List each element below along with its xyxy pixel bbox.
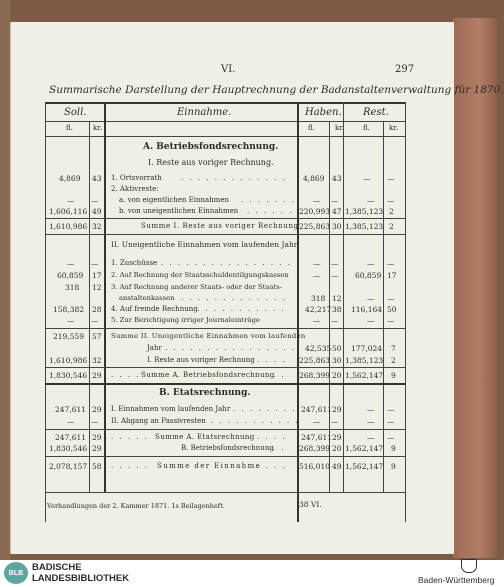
cell-rest-kr: 17 bbox=[387, 271, 397, 280]
column-header-einnahme: Einnahme. bbox=[177, 107, 232, 118]
cell-soll-kr: 32 bbox=[92, 222, 102, 231]
cell-rest: — bbox=[367, 433, 375, 442]
cell-rest-kr: 50 bbox=[387, 305, 397, 314]
book-edge bbox=[0, 0, 10, 560]
col-rule bbox=[297, 102, 299, 522]
cell-label: b. von uneigentlichen Einnahmen bbox=[119, 207, 239, 215]
cell-haben-kr: — bbox=[331, 417, 339, 426]
cell-soll: 247,611 bbox=[55, 433, 87, 442]
unit-haben-fl: fl. bbox=[308, 124, 315, 132]
cell-haben: 4,869 bbox=[303, 174, 325, 183]
cell-rest: — bbox=[367, 259, 375, 268]
cell-soll-kr: 29 bbox=[92, 371, 102, 380]
document-page bbox=[10, 22, 504, 554]
cell-haben: 318 bbox=[311, 294, 326, 303]
cell-haben: 225,863 bbox=[299, 222, 331, 231]
cell-rest-kr: 2 bbox=[389, 222, 394, 231]
cell-soll-kr: 12 bbox=[92, 283, 102, 292]
cell-label-cont: anstaltenkassen bbox=[119, 294, 175, 302]
cell-soll: 219,559 bbox=[53, 332, 85, 341]
cell-rest-kr: 9 bbox=[391, 371, 396, 380]
cell-rest-kr: — bbox=[387, 294, 395, 303]
cell-haben: 42,217 bbox=[305, 305, 332, 314]
cell-haben: — bbox=[313, 316, 321, 325]
cell-soll: — bbox=[67, 417, 75, 426]
cell-haben-kr: 38 bbox=[332, 305, 342, 314]
cell-rest-kr: 7 bbox=[391, 344, 396, 353]
leader-dots: . . bbox=[273, 444, 286, 452]
cell-rest: 1,562,147 bbox=[345, 444, 384, 453]
row-rule bbox=[45, 328, 405, 329]
col-rule bbox=[104, 102, 106, 492]
cell-soll-kr: 43 bbox=[92, 174, 102, 183]
cell-label: 1. Zuschüsse bbox=[111, 259, 158, 267]
section-heading-b: B. Etatsrechnung. bbox=[159, 388, 251, 398]
cell-haben: 247,611 bbox=[301, 405, 333, 414]
leader-dots: . . . . . . . . . . . bbox=[211, 417, 300, 425]
col-rule bbox=[405, 102, 406, 522]
cell-rest-kr: — bbox=[387, 417, 395, 426]
col-rule bbox=[89, 121, 90, 492]
cell-rest: — bbox=[367, 316, 375, 325]
cell-haben: — bbox=[313, 259, 321, 268]
cell-rest: 1,385,123 bbox=[345, 222, 384, 231]
row-rule bbox=[45, 429, 405, 430]
subsection-heading-2: II. Uneigentliche Einnahmen vom laufenden Jahr. bbox=[111, 240, 299, 249]
col-rule bbox=[45, 102, 46, 522]
cell-haben-kr: 30 bbox=[332, 356, 342, 365]
cell-haben-kr: 29 bbox=[332, 405, 342, 414]
leader-dots: . . . . . . . . bbox=[233, 405, 297, 413]
unit-soll-kr: kr. bbox=[93, 124, 103, 132]
cell-haben: 247,611 bbox=[301, 433, 333, 442]
cell-soll-kr: 29 bbox=[92, 433, 102, 442]
unit-rest-kr: kr. bbox=[389, 124, 399, 132]
cell-rest-kr: — bbox=[387, 316, 395, 325]
blb-logo[interactable]: BLB bbox=[4, 562, 28, 584]
cell-soll: 318 bbox=[65, 283, 80, 292]
cell-label: B. Betriebsfondsrechnung bbox=[181, 444, 274, 452]
cell-rest: — bbox=[367, 417, 375, 426]
cell-haben: — bbox=[313, 271, 321, 280]
col-rule bbox=[383, 121, 384, 492]
page-title: Summarische Darstellung der Hauptrechnung der Badanstaltenverwaltung für 1870. bbox=[49, 84, 504, 96]
cell-haben-kr: — bbox=[331, 259, 339, 268]
cell-rest-kr: — bbox=[387, 174, 395, 183]
cell-soll: — bbox=[67, 316, 75, 325]
cell-label: Summe I. Reste aus voriger Rechnung bbox=[141, 222, 299, 230]
unit-haben-kr: kr. bbox=[335, 124, 345, 132]
footer-mark: 38 VI. bbox=[299, 500, 322, 509]
cell-soll: 1,606,116 bbox=[49, 207, 88, 216]
row-rule bbox=[45, 456, 405, 457]
cell-label: Summe A. Etatsrechnung bbox=[155, 433, 255, 441]
column-header-haben: Haben. bbox=[305, 107, 342, 118]
cell-rest: — bbox=[367, 294, 375, 303]
page-number: 297 bbox=[395, 64, 415, 75]
cell-haben-kr: 12 bbox=[332, 294, 342, 303]
cell-soll-kr: 58 bbox=[92, 462, 102, 471]
cell-soll-kr: 32 bbox=[92, 356, 102, 365]
book-cover-edge bbox=[453, 18, 497, 558]
cell-soll-kr: 57 bbox=[92, 332, 102, 341]
cell-soll: — bbox=[67, 196, 75, 205]
cell-rest: — bbox=[367, 405, 375, 414]
cell-soll-kr: — bbox=[91, 259, 99, 268]
cell-rest: — bbox=[367, 196, 375, 205]
header-rule bbox=[45, 121, 405, 122]
cell-soll-kr: — bbox=[91, 316, 99, 325]
library-name[interactable]: BADISCHE LANDESBIBLIOTHEK bbox=[32, 562, 130, 584]
cell-soll: 1,610,986 bbox=[49, 356, 88, 365]
state-name: Baden-Württemberg bbox=[418, 575, 495, 585]
cell-rest-kr: — bbox=[387, 196, 395, 205]
leader-dots: . . . . bbox=[257, 356, 287, 364]
cell-soll: 1,830,546 bbox=[49, 444, 88, 453]
row-rule bbox=[45, 234, 405, 235]
cell-rest: 177,024 bbox=[351, 344, 383, 353]
cell-soll-kr: — bbox=[91, 417, 99, 426]
cell-haben-kr: — bbox=[331, 196, 339, 205]
cell-rest-kr: 2 bbox=[389, 207, 394, 216]
cell-label: 2. Aktivreste: bbox=[111, 185, 159, 193]
leader-dots: . . bbox=[273, 371, 286, 379]
leader-dots: . . . . . . . . . . . . . bbox=[181, 174, 287, 182]
cell-haben: 225,863 bbox=[299, 356, 331, 365]
cell-rest-kr: 9 bbox=[391, 462, 396, 471]
cell-soll-kr: — bbox=[91, 196, 99, 205]
coat-of-arms-icon bbox=[461, 559, 477, 573]
cell-haben-kr: 30 bbox=[332, 222, 342, 231]
column-header-rest: Rest. bbox=[363, 107, 389, 118]
leader-dots: . . . . . bbox=[111, 433, 150, 441]
leader-dots: . . . . . . . . . . . . . . . . bbox=[161, 259, 292, 267]
footer-note: Verhandlungen der 2. Kammer 1871. 1s Beilagenheft. bbox=[47, 502, 225, 510]
cell-label: Summe der Einnahme bbox=[157, 462, 262, 470]
cell-soll: 60,859 bbox=[57, 271, 84, 280]
cell-rest: 1,385,123 bbox=[345, 207, 384, 216]
table-bottom-rule bbox=[45, 492, 405, 493]
section-heading-a: A. Betriebsfondsrechnung. bbox=[143, 142, 279, 152]
cell-haben: 42,535 bbox=[305, 344, 332, 353]
leader-dots: . . . . . . . bbox=[241, 196, 296, 204]
leader-dots: . . . . . . . . . . . . . . . . bbox=[165, 344, 296, 352]
leader-dots: . . . . . . bbox=[247, 207, 294, 215]
cell-label: 3. Auf Rechnung anderer Staats- oder der Staats- bbox=[111, 283, 282, 291]
cell-label: I. Einnahmen vom laufenden Jahr bbox=[111, 405, 231, 413]
cell-haben: 268,399 bbox=[299, 371, 331, 380]
cell-haben: — bbox=[313, 417, 321, 426]
cell-soll: 1,610,986 bbox=[49, 222, 88, 231]
cell-rest-kr: — bbox=[387, 433, 395, 442]
cell-label: 2. Auf Rechnung der Staatsschuldentilgungskassen bbox=[111, 271, 289, 279]
row-rule bbox=[45, 367, 405, 368]
cell-haben-kr: — bbox=[331, 271, 339, 280]
cell-haben-kr: 20 bbox=[332, 444, 342, 453]
cell-rest: 116,164 bbox=[351, 305, 383, 314]
cell-label: a. von eigentlichen Einnahmen bbox=[119, 196, 229, 204]
units-rule bbox=[45, 136, 405, 137]
cell-rest: 60,859 bbox=[355, 271, 382, 280]
cell-rest-kr: — bbox=[387, 405, 395, 414]
cell-haben: 220,993 bbox=[299, 207, 331, 216]
cell-label: Summe II. Uneigentliche Einnahmen vom laufenden bbox=[111, 332, 306, 340]
leader-dots: . . . . . . . . . . . bbox=[197, 305, 286, 313]
cell-soll: 4,869 bbox=[59, 174, 81, 183]
cell-haben: — bbox=[313, 196, 321, 205]
cell-haben: 516,010 bbox=[299, 462, 331, 471]
cell-haben-kr: 47 bbox=[332, 207, 342, 216]
section-number: VI. bbox=[221, 64, 236, 75]
cell-haben-kr: — bbox=[331, 316, 339, 325]
cell-soll: 247,611 bbox=[55, 405, 87, 414]
leader-dots: . . . . bbox=[257, 433, 287, 441]
section-rule bbox=[45, 383, 405, 385]
cell-haben-kr: 50 bbox=[332, 344, 342, 353]
cell-haben-kr: 49 bbox=[332, 462, 342, 471]
cell-rest: 1,562,147 bbox=[345, 462, 384, 471]
cell-rest: — bbox=[363, 174, 371, 183]
cell-rest-kr: — bbox=[387, 259, 395, 268]
cell-soll-kr: 49 bbox=[92, 207, 102, 216]
cell-haben-kr: 43 bbox=[332, 174, 342, 183]
cell-soll-kr: 29 bbox=[92, 444, 102, 453]
cell-soll: 1,830,546 bbox=[49, 371, 88, 380]
leader-dots: . . . . bbox=[111, 371, 141, 379]
leader-dots: . . . . bbox=[257, 462, 287, 470]
cell-soll: 2,078,157 bbox=[49, 462, 88, 471]
cell-rest: 1,562,147 bbox=[345, 371, 384, 380]
row-rule bbox=[45, 218, 405, 219]
cell-haben-kr: 20 bbox=[332, 371, 342, 380]
cell-rest-kr: 2 bbox=[391, 356, 396, 365]
unit-soll-fl: fl. bbox=[66, 124, 73, 132]
cell-label: II. Abgang an Passivresten bbox=[111, 417, 206, 425]
cell-rest-kr: 9 bbox=[391, 444, 396, 453]
cell-soll-kr: 29 bbox=[92, 405, 102, 414]
column-header-soll: Soll. bbox=[64, 107, 87, 118]
cell-label-cont: Jahr bbox=[147, 344, 162, 352]
cell-label: 1. Ortsvorrath bbox=[111, 174, 162, 182]
cell-label: 4. Auf fremde Rechnung bbox=[111, 305, 198, 313]
cell-label: 5. Zur Berichtigung irriger Journaleinträge bbox=[111, 316, 260, 324]
unit-rest-fl: fl. bbox=[363, 124, 370, 132]
cell-label: I. Reste aus voriger Rechnung bbox=[147, 356, 255, 364]
cell-soll: — bbox=[67, 259, 75, 268]
col-rule bbox=[343, 102, 344, 492]
cell-label: Summe A. Betriebsfondsrechnung bbox=[141, 371, 275, 379]
cell-rest: 1,385,123 bbox=[345, 356, 384, 365]
cell-soll: 158,382 bbox=[53, 305, 85, 314]
subsection-heading-1: I. Reste aus voriger Rechnung. bbox=[148, 158, 274, 167]
cell-soll-kr: 28 bbox=[92, 305, 102, 314]
cell-haben: 268,399 bbox=[299, 444, 331, 453]
cell-haben-kr: 29 bbox=[332, 433, 342, 442]
leader-dots: . . . . . . . . . . . . . bbox=[181, 294, 287, 302]
leader-dots: . . . . . bbox=[111, 462, 150, 470]
table-top-rule bbox=[45, 102, 405, 104]
cell-soll-kr: 17 bbox=[92, 271, 102, 280]
